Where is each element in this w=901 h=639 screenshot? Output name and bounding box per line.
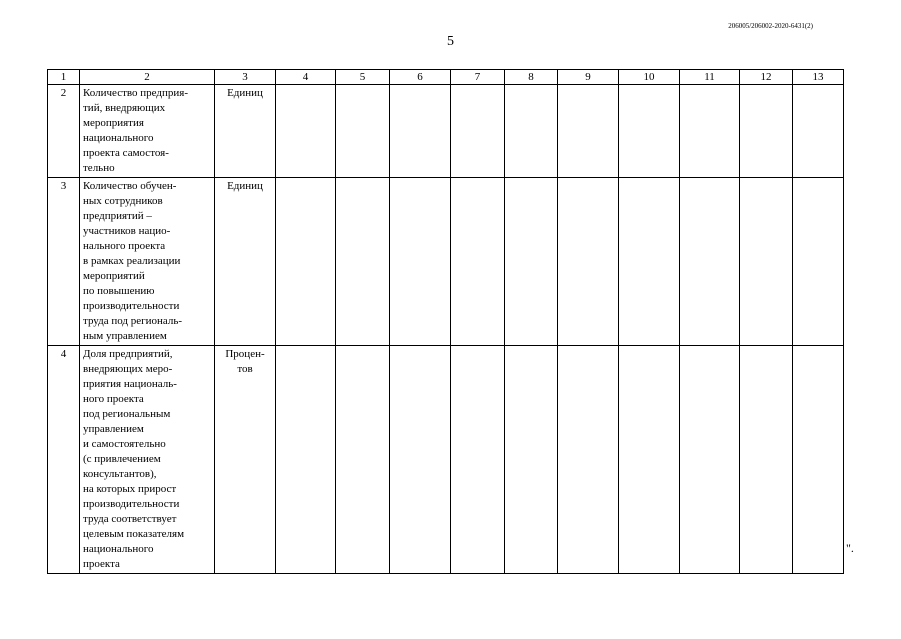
value-cell [390, 178, 451, 346]
document-id: 206005/206002-2020-6431(2) [728, 22, 813, 30]
value-cell [740, 346, 793, 574]
row-number: 4 [48, 346, 80, 574]
column-header: 3 [215, 70, 276, 85]
value-cell [740, 178, 793, 346]
name-line: в рамках реализации [83, 255, 181, 267]
value-cell [336, 346, 390, 574]
report-table [47, 69, 844, 574]
column-header: 1 [48, 70, 80, 85]
unit-line: Процен- [225, 348, 265, 360]
name-line: Количество предприя- [83, 87, 188, 99]
name-line: и самостоятельно [83, 438, 166, 450]
name-line: тий, внедряющих [83, 102, 166, 114]
name-line: Доля предприятий, [83, 348, 173, 360]
value-cell [558, 178, 619, 346]
column-header: 6 [390, 70, 451, 85]
value-cell [451, 346, 505, 574]
row-number: 3 [48, 178, 80, 346]
indicator-name [80, 346, 215, 574]
name-line: целевым показателям [83, 528, 185, 540]
value-cell [558, 346, 619, 574]
page-number: 5 [447, 34, 454, 49]
value-cell [680, 85, 740, 178]
name-line: внедряющих меро- [83, 363, 173, 375]
name-line: проекта самостоя- [83, 147, 169, 159]
name-line: производительности [83, 498, 180, 510]
value-cell [793, 85, 844, 178]
name-line: нального проекта [83, 240, 166, 252]
column-header: 8 [505, 70, 558, 85]
name-line: консультантов), [83, 468, 157, 480]
name-line: национального [83, 132, 154, 144]
table-row [48, 85, 844, 178]
name-line: приятия националь- [83, 378, 177, 390]
column-header: 12 [740, 70, 793, 85]
indicator-name [80, 85, 215, 178]
name-line: ным управлением [83, 330, 167, 342]
name-line: предприятий – [83, 210, 152, 222]
value-cell [390, 346, 451, 574]
closing-quote: ". [846, 541, 854, 555]
name-line: мероприятий [83, 270, 145, 282]
value-cell [336, 178, 390, 346]
table-row [48, 178, 844, 346]
name-line: на которых прирост [83, 483, 177, 495]
indicator-name [80, 178, 215, 346]
name-line: управлением [83, 423, 144, 435]
name-line: национального [83, 543, 154, 555]
column-header: 9 [558, 70, 619, 85]
value-cell [558, 85, 619, 178]
name-line: ных сотрудников [83, 195, 163, 207]
value-cell [336, 85, 390, 178]
value-cell [619, 85, 680, 178]
name-line: Количество обучен- [83, 180, 177, 192]
unit-cell [215, 346, 276, 574]
value-cell [276, 346, 336, 574]
header-row [48, 70, 844, 85]
value-cell [740, 85, 793, 178]
value-cell [505, 178, 558, 346]
name-line: тельно [83, 162, 115, 174]
value-cell [505, 346, 558, 574]
name-line: мероприятия [83, 117, 144, 129]
value-cell [451, 178, 505, 346]
column-header: 11 [680, 70, 740, 85]
column-header: 10 [619, 70, 680, 85]
unit-cell: Единиц [215, 178, 276, 346]
value-cell [793, 346, 844, 574]
name-line: по повышению [83, 285, 155, 297]
value-cell [505, 85, 558, 178]
column-header: 13 [793, 70, 844, 85]
value-cell [390, 85, 451, 178]
column-header: 2 [80, 70, 215, 85]
name-line: производительности [83, 300, 180, 312]
value-cell [619, 346, 680, 574]
value-cell [276, 178, 336, 346]
value-cell [793, 178, 844, 346]
unit-cell: Единиц [215, 85, 276, 178]
name-line: участников нацио- [83, 225, 171, 237]
name-line: труда под региональ- [83, 315, 183, 327]
name-line: ного проекта [83, 393, 144, 405]
column-header: 7 [451, 70, 505, 85]
unit-line: тов [237, 363, 253, 375]
column-header: 4 [276, 70, 336, 85]
name-line: (с привлечением [83, 453, 161, 465]
value-cell [680, 346, 740, 574]
row-number: 2 [48, 85, 80, 178]
value-cell [680, 178, 740, 346]
table-row [48, 346, 844, 574]
name-line: под региональным [83, 408, 171, 420]
name-line: проекта [83, 558, 120, 570]
value-cell [619, 178, 680, 346]
name-line: труда соответствует [83, 513, 177, 525]
value-cell [451, 85, 505, 178]
column-header: 5 [336, 70, 390, 85]
value-cell [276, 85, 336, 178]
